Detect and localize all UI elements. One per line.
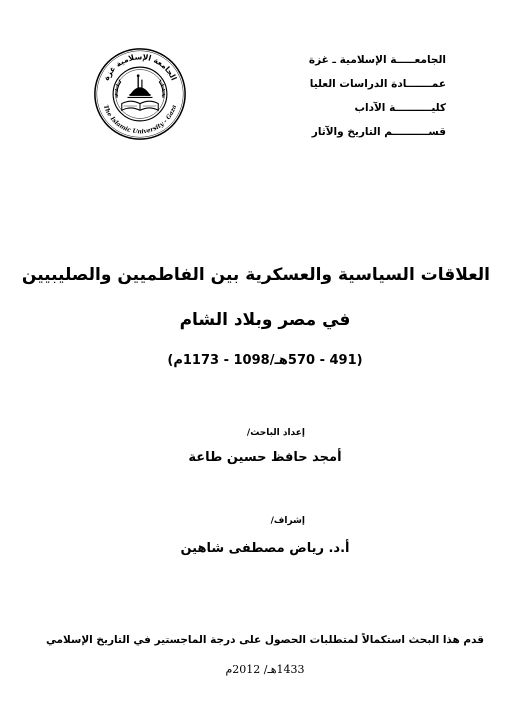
supervisor-name: أ.د. رياض مصطفى شاهين (180, 541, 350, 556)
researcher-label: إعداد الباحث/ (246, 428, 305, 438)
seal-arabic-text: الجامعة الإسلامية غزة (101, 52, 179, 82)
university-name: الجامعـــــة الإسلامية ـ غزة (308, 54, 446, 66)
faculty-name: كليــــــــــة الآداب (354, 102, 446, 114)
thesis-title-line1: العلاقات السياسية والعسكرية بين الفاطميين والصليبيين (21, 265, 490, 285)
submission-year: 1433هـ/ 2012م (225, 663, 305, 676)
submission-statement: قدم هذا البحث استكمالاً لمتطلبات الحصول على درجة الماجستير في التاريخ الإسلامي (45, 634, 485, 646)
deanship-name: عمـــــــادة الدراسات العليا (309, 78, 446, 90)
thesis-period: (491 - 570هـ/1098 - 1173م) (167, 353, 363, 368)
institution-block (246, 52, 446, 148)
seal-english-text: The Islamic University - Gaza (101, 104, 179, 136)
mosque-emblem-icon (115, 74, 165, 110)
supervisor-label: إشراف/ (270, 516, 305, 526)
thesis-title-line2: في مصر وبلاد الشام (179, 310, 351, 330)
researcher-name: أمجد حافظ حسين طاعة (188, 450, 342, 465)
department-name: قســــــــــم التاريخ والآثار (311, 126, 446, 138)
university-seal-icon (92, 46, 188, 142)
